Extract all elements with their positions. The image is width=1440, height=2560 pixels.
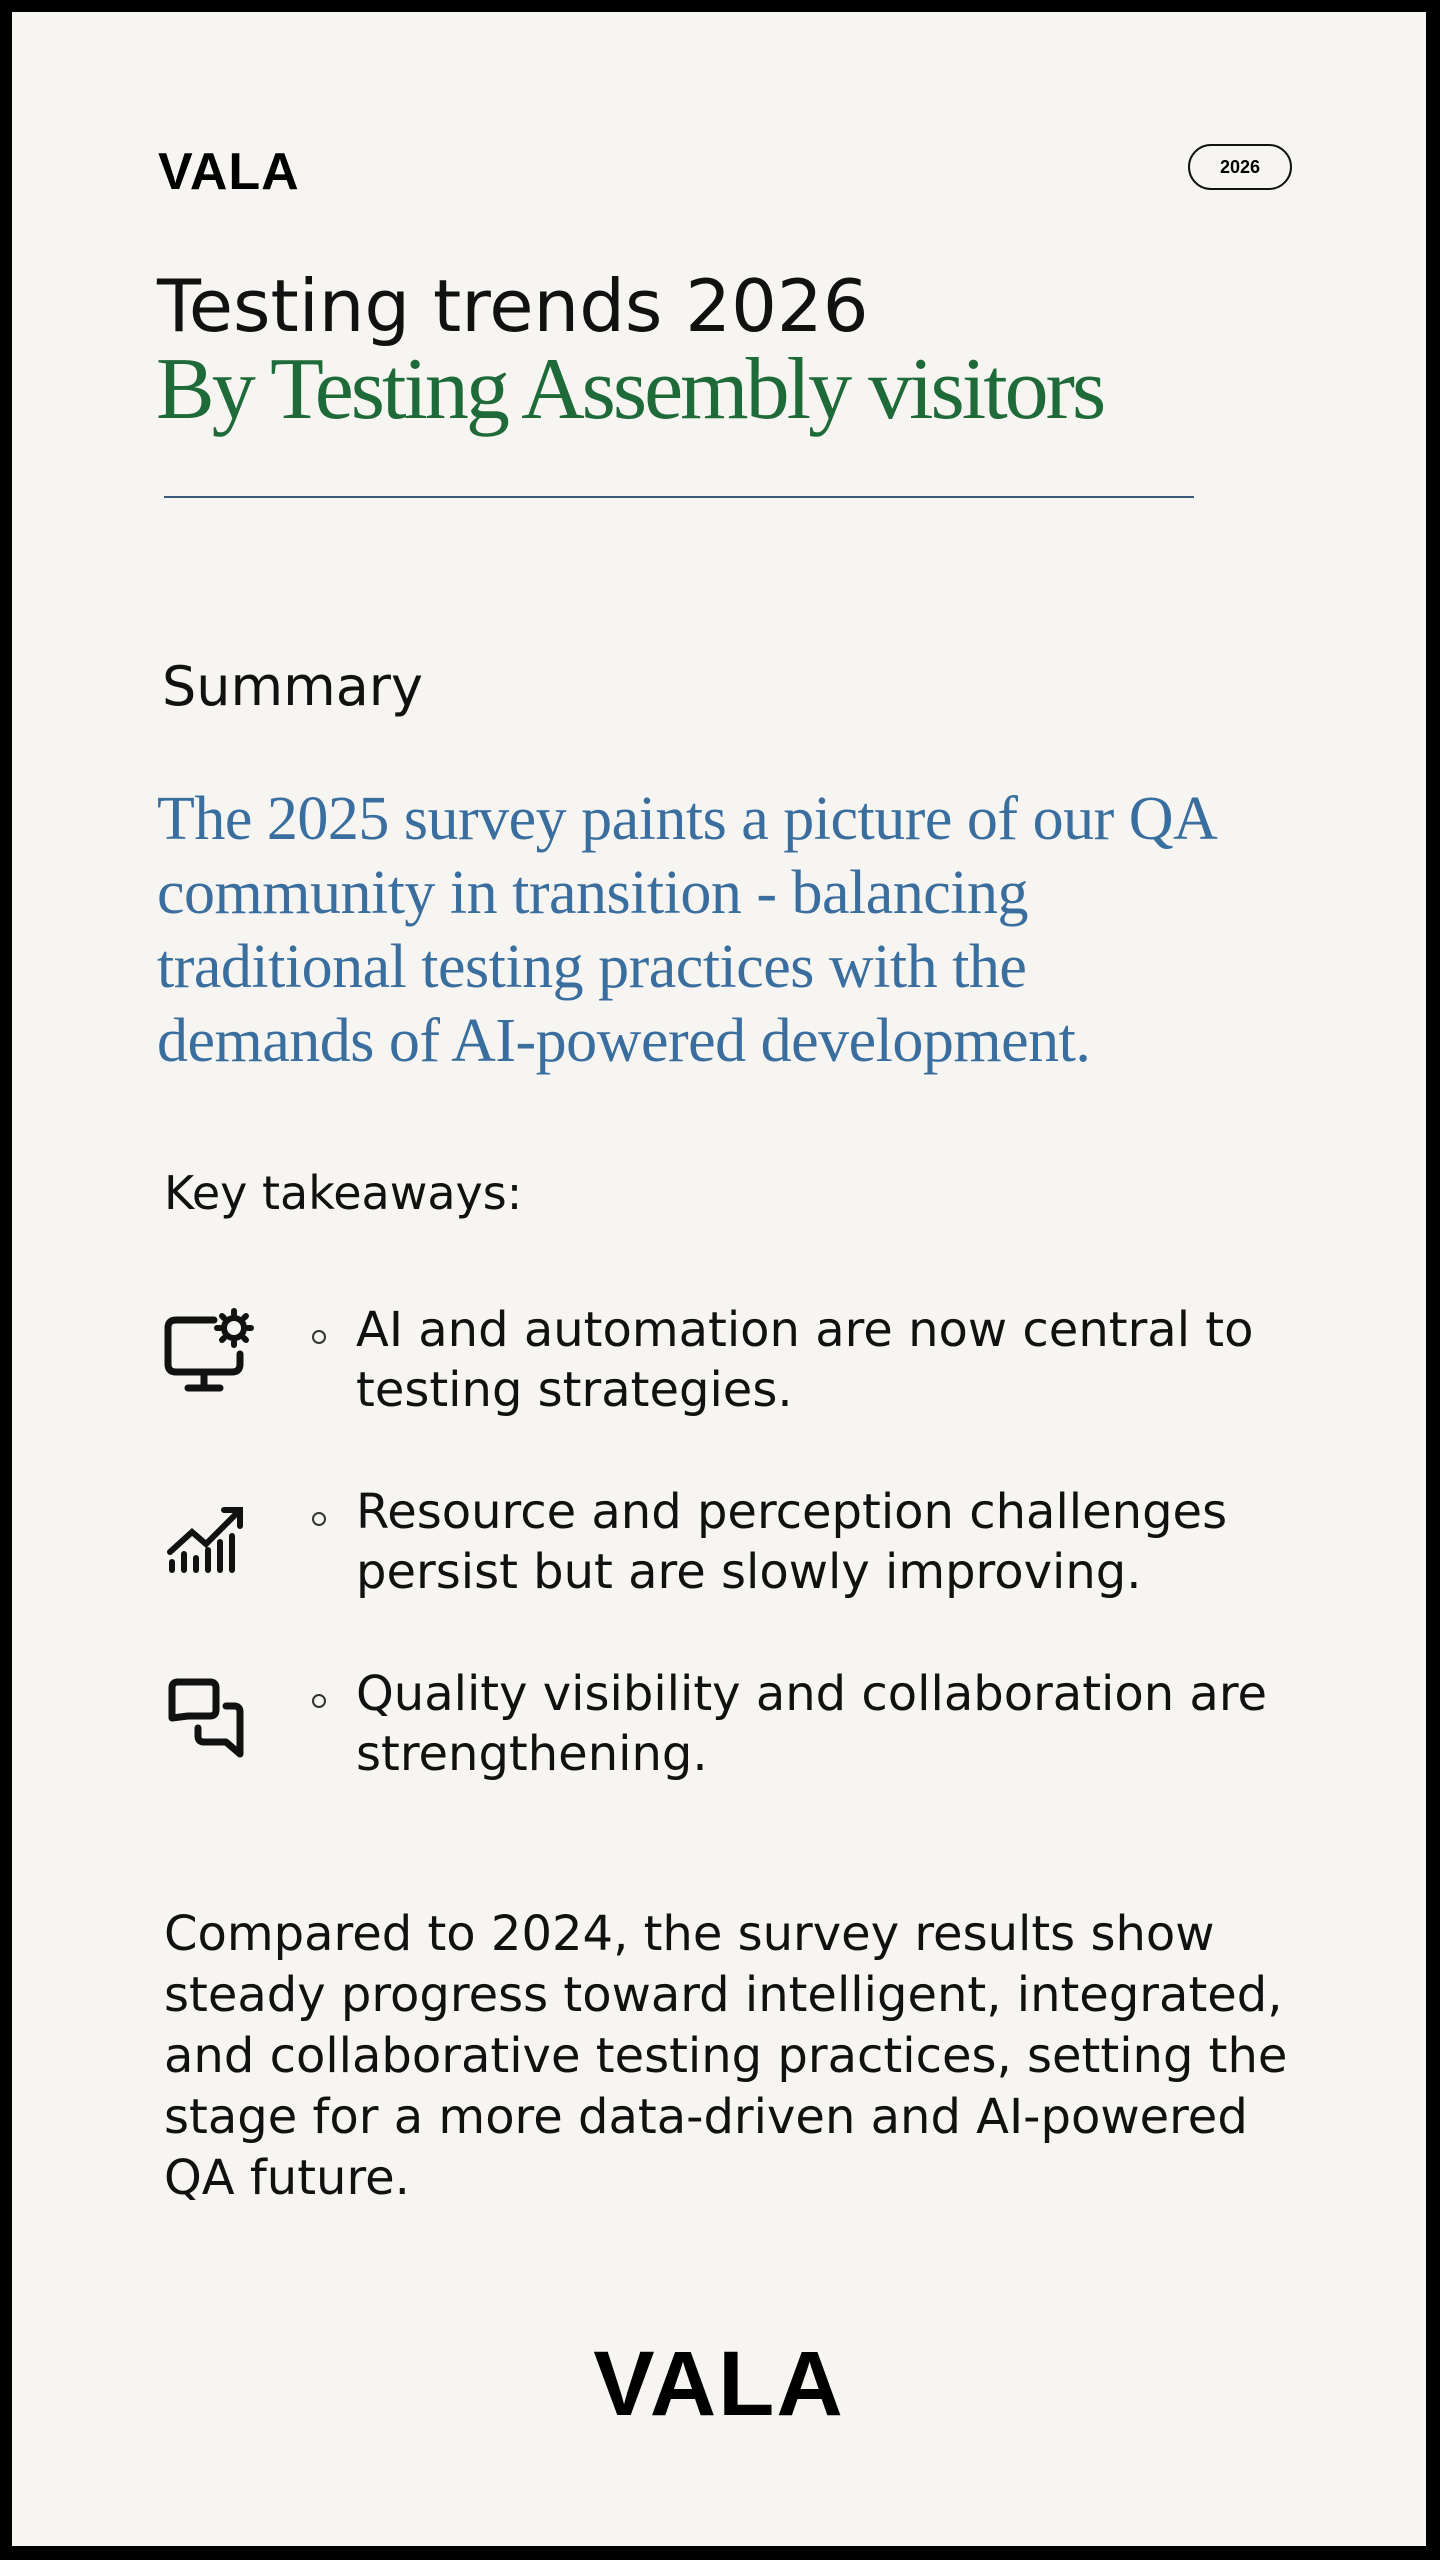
- bullet-circle: [312, 1330, 326, 1344]
- takeaway-item-automation: [162, 1302, 1272, 1438]
- conclusion-paragraph: Compared to 2024, the survey results show steady progress toward intelligent, integrated, and collaborative testing practices, setting the stage for a more data-driven and AI-powered QA future.: [164, 1906, 1288, 2206]
- summary-heading: Summary: [162, 655, 423, 718]
- takeaway-item-resources: [162, 1484, 1272, 1620]
- takeaway-text: Resource and perception challenges persist but are slowly improving.: [356, 1484, 1228, 1600]
- page-subtitle: By Testing Assembly visitors: [156, 341, 1104, 438]
- divider: [164, 496, 1194, 498]
- key-takeaways-heading: Key takeaways:: [164, 1166, 523, 1220]
- takeaway-text: Quality visibility and collaboration are strengthening.: [356, 1666, 1268, 1782]
- year-badge: 2026: [1188, 144, 1292, 190]
- page-title: Testing trends 2026: [157, 264, 869, 348]
- page-frame: [12, 12, 1426, 2546]
- summary-quote: The 2025 survey paints a picture of our QA community in transition - balancing traditional testing practices with the demands of AI-powered development.: [157, 785, 1214, 1075]
- brand-logo-bottom: VALA: [593, 2333, 845, 2435]
- takeaway-text: AI and automation are now central to testing strategies.: [356, 1302, 1254, 1418]
- brand-logo-top: VALA: [158, 143, 300, 201]
- takeaway-item-collaboration: [162, 1666, 1272, 1802]
- bullet-circle: [312, 1694, 326, 1708]
- monitor-gear-icon: [162, 1308, 262, 1408]
- growth-chart-icon: [162, 1490, 262, 1590]
- bullet-circle: [312, 1512, 326, 1526]
- chat-bubbles-icon: [162, 1672, 262, 1772]
